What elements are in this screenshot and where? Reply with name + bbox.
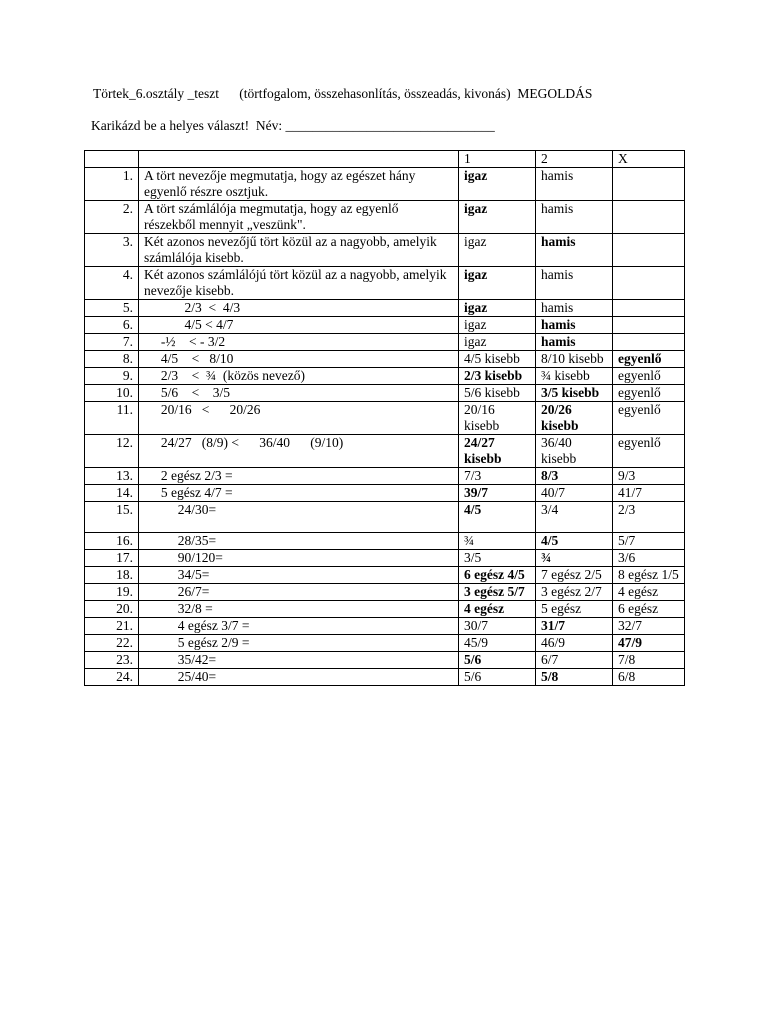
option-1-cell[interactable]: 4/5 [459,502,536,533]
row-number: 4. [85,267,139,300]
option-1-cell[interactable]: igaz [459,317,536,334]
row-number: 1. [85,168,139,201]
option-2-cell[interactable]: 6/7 [536,652,613,669]
option-x-cell[interactable] [613,300,685,317]
option-2-cell[interactable]: 3/5 kisebb [536,385,613,402]
document-title: Törtek_6.osztály _teszt (törtfogalom, összehasonlítás, összeadás, kivonás) MEGOLDÁS [93,86,593,101]
option-x-cell[interactable]: 5/7 [613,533,685,550]
table-row [85,351,685,368]
option-1-cell[interactable]: 30/7 [459,618,536,635]
row-number: 23. [85,652,139,669]
option-2-cell[interactable]: hamis [536,201,613,234]
option-2-cell[interactable]: hamis [536,317,613,334]
row-number: 22. [85,635,139,652]
header-cell-question [139,151,459,168]
table-row [85,652,685,669]
option-2-cell[interactable]: 5/8 [536,669,613,686]
question-text: 20/16 < 20/26 [139,402,459,435]
row-number: 19. [85,584,139,601]
table-row [85,601,685,618]
option-x-cell[interactable]: egyenlő [613,435,685,468]
question-text: 35/42= [139,652,459,669]
question-text: 28/35= [139,533,459,550]
row-number: 7. [85,334,139,351]
option-1-cell[interactable]: igaz [459,201,536,234]
option-x-cell[interactable] [613,234,685,267]
header-cell-num [85,151,139,168]
option-1-cell[interactable]: 5/6 kisebb [459,385,536,402]
question-text: 5 egész 2/9 = [139,635,459,652]
row-number: 14. [85,485,139,502]
table-row [85,168,685,201]
header-cell-option-1: 1 [459,151,536,168]
question-text: 4 egész 3/7 = [139,618,459,635]
question-text: 90/120= [139,550,459,567]
row-number: 5. [85,300,139,317]
table-row [85,402,685,435]
header-cell-option-2: 2 [536,151,613,168]
row-number: 10. [85,385,139,402]
row-number: 3. [85,234,139,267]
option-2-cell[interactable]: 31/7 [536,618,613,635]
table-row [85,669,685,686]
question-text: 5 egész 4/7 = [139,485,459,502]
table-row [85,502,685,533]
option-1-cell[interactable]: 39/7 [459,485,536,502]
option-1-cell[interactable]: 6 egész 4/5 [459,567,536,584]
table-row [85,567,685,584]
option-1-cell[interactable]: 3/5 [459,550,536,567]
option-x-cell[interactable]: 2/3 [613,502,685,533]
option-2-cell[interactable]: hamis [536,234,613,267]
question-text: 25/40= [139,669,459,686]
row-number: 13. [85,468,139,485]
option-x-cell[interactable] [613,201,685,234]
table-row [85,635,685,652]
question-text: 26/7= [139,584,459,601]
option-x-cell[interactable]: egyenlő [613,385,685,402]
option-x-cell[interactable]: 8 egész 1/5 [613,567,685,584]
row-number: 6. [85,317,139,334]
option-1-cell[interactable]: igaz [459,334,536,351]
option-x-cell[interactable]: 32/7 [613,618,685,635]
table-row [85,618,685,635]
option-1-cell[interactable]: 3 egész 5/7 [459,584,536,601]
row-number: 2. [85,201,139,234]
question-text: 24/27 (8/9) < 36/40 (9/10) [139,435,459,468]
question-text: Két azonos nevezőjű tört közül az a nagyobb, amelyik számlálója kisebb. [139,234,459,267]
question-text: 5/6 < 3/5 [139,385,459,402]
row-number: 20. [85,601,139,618]
option-1-cell[interactable]: 5/6 [459,652,536,669]
question-text: Két azonos számlálójú tört közül az a nagyobb, amelyik nevezője kisebb. [139,267,459,300]
option-x-cell[interactable]: 9/3 [613,468,685,485]
table-row [85,234,685,267]
option-x-cell[interactable] [613,267,685,300]
option-1-cell[interactable]: 2/3 kisebb [459,368,536,385]
option-1-cell[interactable]: 20/16 kisebb [459,402,536,435]
option-x-cell[interactable]: 3/6 [613,550,685,567]
option-2-cell[interactable]: 3/4 [536,502,613,533]
table-header-row [85,151,685,168]
row-number: 8. [85,351,139,368]
row-number: 21. [85,618,139,635]
option-x-cell[interactable] [613,334,685,351]
option-x-cell[interactable]: 47/9 [613,635,685,652]
row-number: 16. [85,533,139,550]
option-x-cell[interactable]: 7/8 [613,652,685,669]
header-cell-option-x: X [613,151,685,168]
question-text: -½ < - 3/2 [139,334,459,351]
table-row [85,435,685,468]
option-1-cell[interactable]: igaz [459,267,536,300]
option-x-cell[interactable]: 4 egész [613,584,685,601]
option-1-cell[interactable]: igaz [459,168,536,201]
table-row [85,485,685,502]
option-x-cell[interactable]: egyenlő [613,368,685,385]
table-row [85,584,685,601]
row-number: 24. [85,669,139,686]
option-1-cell[interactable]: 45/9 [459,635,536,652]
option-1-cell[interactable]: 4/5 kisebb [459,351,536,368]
option-x-cell[interactable] [613,168,685,201]
option-2-cell[interactable]: 7 egész 2/5 [536,567,613,584]
question-text: 2/3 < 4/3 [139,300,459,317]
row-number: 15. [85,502,139,533]
option-2-cell[interactable]: ¾ kisebb [536,368,613,385]
question-text: 24/30= [139,502,459,533]
table-row [85,267,685,300]
table-row [85,468,685,485]
row-number: 18. [85,567,139,584]
option-x-cell[interactable]: egyenlő [613,351,685,368]
option-2-cell[interactable]: 3 egész 2/7 [536,584,613,601]
table-row [85,368,685,385]
option-1-cell[interactable]: igaz [459,234,536,267]
option-1-cell[interactable]: 24/27 kisebb [459,435,536,468]
option-1-cell[interactable]: 7/3 [459,468,536,485]
instruction-line: Karikázd be a helyes választ! Név: _______________________________ [91,118,495,133]
option-x-cell[interactable] [613,317,685,334]
table-row [85,201,685,234]
table-row [85,317,685,334]
table-row [85,334,685,351]
question-text: 32/8 = [139,601,459,618]
option-2-cell[interactable]: 20/26 kisebb [536,402,613,435]
question-text: A tört nevezője megmutatja, hogy az egészet hány egyenlő részre osztjuk. [139,168,459,201]
answer-table [84,150,685,686]
option-2-cell[interactable]: hamis [536,267,613,300]
option-1-cell[interactable]: igaz [459,300,536,317]
question-text: A tört számlálója megmutatja, hogy az egyenlő részekből mennyit „veszünk". [139,201,459,234]
question-text: 34/5= [139,567,459,584]
option-2-cell[interactable]: 36/40 kisebb [536,435,613,468]
option-2-cell[interactable]: hamis [536,168,613,201]
option-2-cell[interactable]: 4/5 [536,533,613,550]
option-2-cell[interactable]: 8/3 [536,468,613,485]
row-number: 11. [85,402,139,435]
option-x-cell[interactable]: 41/7 [613,485,685,502]
option-2-cell[interactable]: hamis [536,300,613,317]
option-2-cell[interactable]: 8/10 kisebb [536,351,613,368]
option-2-cell[interactable]: ¾ [536,550,613,567]
row-number: 12. [85,435,139,468]
option-1-cell[interactable]: 5/6 [459,669,536,686]
table-row [85,385,685,402]
option-2-cell[interactable]: hamis [536,334,613,351]
option-x-cell[interactable]: 6 egész [613,601,685,618]
option-1-cell[interactable]: 4 egész [459,601,536,618]
table-row [85,550,685,567]
option-2-cell[interactable]: 5 egész [536,601,613,618]
question-text: 2 egész 2/3 = [139,468,459,485]
row-number: 9. [85,368,139,385]
option-1-cell[interactable]: ¾ [459,533,536,550]
table-row [85,533,685,550]
option-2-cell[interactable]: 40/7 [536,485,613,502]
option-x-cell[interactable]: 6/8 [613,669,685,686]
option-x-cell[interactable]: egyenlő [613,402,685,435]
question-text: 4/5 < 4/7 [139,317,459,334]
table-row [85,300,685,317]
row-number: 17. [85,550,139,567]
question-text: 4/5 < 8/10 [139,351,459,368]
question-text: 2/3 < ¾ (közös nevező) [139,368,459,385]
option-2-cell[interactable]: 46/9 [536,635,613,652]
